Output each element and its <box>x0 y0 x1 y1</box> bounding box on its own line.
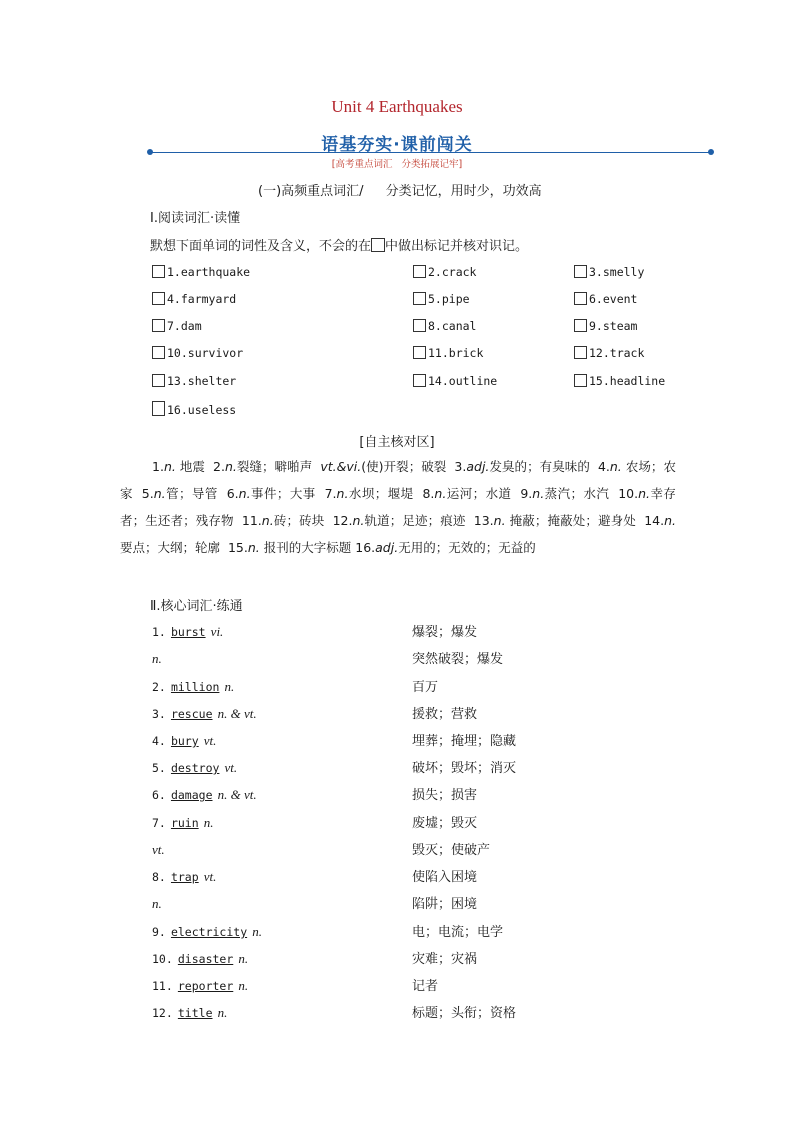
vocab-word: 4.farmyard <box>167 292 237 306</box>
core-meaning: 电；电流；电学 <box>412 925 504 940</box>
vocab-word: 7.dam <box>167 319 202 333</box>
core-word: reporter <box>177 979 234 993</box>
instruction <box>150 235 528 254</box>
core-word-row: 2. million n. <box>152 679 235 694</box>
core-word: trap <box>170 870 199 884</box>
core-word: damage <box>170 788 213 802</box>
vocab-item[interactable] <box>574 292 637 306</box>
banner-rule-dot-right <box>708 149 714 155</box>
answer-item: 13.n. 掩蔽；掩蔽处；避身处 <box>473 513 636 528</box>
core-word: ruin <box>170 816 199 830</box>
vocab-item[interactable] <box>574 374 665 388</box>
answer-item: 10.n.幸存者；生还者；残存物 <box>120 486 676 528</box>
core-meaning: 废墟；毁灭 <box>412 816 478 831</box>
vocab-word: 14.outline <box>428 374 498 388</box>
answer-item: 15.n. 报刊的大字标题 <box>227 540 352 555</box>
vocab-item[interactable] <box>413 346 483 360</box>
core-meaning: 爆裂；爆发 <box>412 625 478 640</box>
instruction-before: 默想下面单词的词性及含义，不会的在 <box>150 239 372 254</box>
instruction-after: 中做出标记并核对识记。 <box>385 239 529 254</box>
core-word-row: 12. title n. <box>152 1005 228 1020</box>
core-word-row: 9. electricity n. <box>152 924 262 939</box>
part1-title: Ⅰ.阅读词汇·读懂 <box>150 211 241 226</box>
core-meaning: 灾难；灾祸 <box>412 952 478 967</box>
core-word-row: vt. <box>152 842 165 857</box>
answer-item: 7.n.水坝；堰堤 <box>324 486 414 501</box>
vocab-word: 6.event <box>589 292 638 306</box>
core-word: rescue <box>170 707 213 721</box>
banner-rule-dot-left <box>147 149 153 155</box>
core-word-row: 3. rescue n. & vt. <box>152 706 257 721</box>
core-meaning: 标题；头衔；资格 <box>412 1006 517 1021</box>
checkbox[interactable] <box>413 319 426 332</box>
unit-title: Unit 4 Earthquakes <box>331 97 463 116</box>
checkbox[interactable] <box>152 292 165 305</box>
checkbox[interactable] <box>413 374 426 387</box>
heading-prefix: (一)高频重点词汇/ <box>258 184 364 199</box>
high-frequency-heading <box>258 180 542 199</box>
core-word: burst <box>170 625 206 639</box>
answer-item: 4.n. 农场；农家 <box>120 459 676 501</box>
checkbox[interactable] <box>574 346 587 359</box>
vocab-word: 10.survivor <box>167 346 244 360</box>
core-meaning: 百万 <box>412 680 439 695</box>
checkbox[interactable] <box>152 401 165 416</box>
core-word: bury <box>170 734 199 748</box>
banner-rule <box>150 152 712 153</box>
vocab-item[interactable] <box>152 401 236 417</box>
core-word: electricity <box>170 925 248 939</box>
answer-item: 6.n.事件；大事 <box>226 486 316 501</box>
heading-suffix: 分类记忆，用时少，功效高 <box>385 184 542 199</box>
vocab-item[interactable] <box>413 374 497 388</box>
vocab-word: 5.pipe <box>428 292 470 306</box>
checkbox[interactable] <box>413 292 426 305</box>
answer-item: 11.n.砖；砖块 <box>241 513 325 528</box>
answer-item: 2.n.裂缝；噼啪声 <box>213 459 313 474</box>
part2-title: Ⅱ.核心词汇·练通 <box>150 599 243 614</box>
vocab-item[interactable] <box>152 265 250 279</box>
check-area-title: [自主核对区] <box>359 435 435 450</box>
vocab-word: 2.crack <box>428 265 477 279</box>
vocab-word: 16.useless <box>167 403 237 417</box>
answer-paragraph <box>120 453 676 561</box>
checkbox[interactable] <box>574 265 587 278</box>
core-word-row: n. <box>152 651 162 666</box>
checkbox[interactable] <box>152 319 165 332</box>
vocab-word: 13.shelter <box>167 374 237 388</box>
vocab-word: 15.headline <box>589 374 666 388</box>
vocab-word: 3.smelly <box>589 265 645 279</box>
checkbox[interactable] <box>152 346 165 359</box>
answer-item: 3.adj.发臭的；有臭味的 <box>454 459 590 474</box>
vocab-item[interactable] <box>152 292 236 306</box>
core-word-row: 4. bury vt. <box>152 733 217 748</box>
core-word: million <box>170 680 220 694</box>
core-meaning: 记者 <box>412 979 439 994</box>
sub-banner-part-2: 分类拓展记牢] <box>401 159 463 170</box>
core-meaning: 埋葬；掩埋；隐藏 <box>412 734 517 749</box>
vocab-item[interactable] <box>413 292 470 306</box>
core-meaning: 毁灭；使破产 <box>412 843 491 858</box>
core-meaning: 援救；营救 <box>412 707 478 722</box>
answer-item: 1.n. 地震 <box>152 459 205 474</box>
core-word-row: 7. ruin n. <box>152 815 214 830</box>
answer-item: 12.n.轨道；足迹；痕迹 <box>332 513 466 528</box>
checkbox[interactable] <box>152 265 165 278</box>
core-word-row: 5. destroy vt. <box>152 760 238 775</box>
checkbox-sample-icon <box>371 238 385 252</box>
answer-item: vt.&vi.(使)开裂；破裂 <box>320 459 447 474</box>
core-word-row: 1. burst vi. <box>152 624 224 639</box>
checkbox[interactable] <box>574 292 587 305</box>
answer-item: 5.n.管；导管 <box>141 486 218 501</box>
checkbox[interactable] <box>152 374 165 387</box>
core-meaning: 损失；损害 <box>412 788 478 803</box>
vocab-word: 11.brick <box>428 346 484 360</box>
vocab-item[interactable] <box>152 346 243 360</box>
answer-item: 16.adj.无用的；无效的；无益的 <box>355 540 536 555</box>
checkbox[interactable] <box>413 346 426 359</box>
vocab-item[interactable] <box>413 265 476 279</box>
core-word-row: 8. trap vt. <box>152 869 217 884</box>
core-word-row: n. <box>152 896 162 911</box>
sub-banner <box>0 156 794 170</box>
vocab-word: 9.steam <box>589 319 638 333</box>
vocab-word: 12.track <box>589 346 645 360</box>
vocab-item[interactable] <box>574 319 637 333</box>
core-meaning: 陷阱；困境 <box>412 897 478 912</box>
core-word: destroy <box>170 761 220 775</box>
vocab-item[interactable] <box>574 346 644 360</box>
core-meaning: 破坏；毁坏；消灭 <box>412 761 517 776</box>
answer-item: 14.n.要点；大纲；轮廓 <box>120 513 676 555</box>
vocab-item[interactable] <box>413 319 476 333</box>
core-meaning: 使陷入困境 <box>412 870 478 885</box>
core-word: title <box>177 1006 213 1020</box>
core-word-row: 6. damage n. & vt. <box>152 787 257 802</box>
sub-banner-part-1: [高考重点词汇 <box>331 159 393 170</box>
vocab-item[interactable] <box>574 265 644 279</box>
core-word-row: 11. reporter n. <box>152 978 249 993</box>
vocab-word: 8.canal <box>428 319 477 333</box>
vocab-word: 1.earthquake <box>167 265 251 279</box>
core-word-row: 10. disaster n. <box>152 951 249 966</box>
vocab-item[interactable] <box>152 319 202 333</box>
checkbox[interactable] <box>574 374 587 387</box>
core-word: disaster <box>177 952 234 966</box>
section-banner: 语基夯实·课前闯关 <box>321 135 473 155</box>
core-meaning: 突然破裂；爆发 <box>412 652 504 667</box>
vocab-item[interactable] <box>152 374 236 388</box>
checkbox[interactable] <box>413 265 426 278</box>
answer-item: 8.n.运河；水道 <box>422 486 512 501</box>
answer-item: 9.n.蒸汽；水汽 <box>520 486 610 501</box>
checkbox[interactable] <box>574 319 587 332</box>
